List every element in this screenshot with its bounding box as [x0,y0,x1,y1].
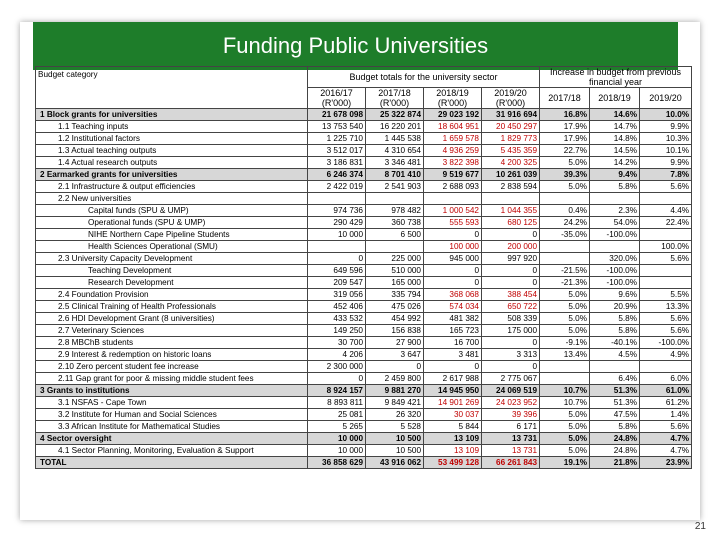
table-row [36,349,692,361]
increase-value: 5.8% [590,421,640,433]
increase-value [540,373,590,385]
increase-value [640,277,692,289]
increase-value: 5.6% [640,421,692,433]
increase-value [640,193,692,205]
budget-value: 4 310 654 [366,145,424,157]
table-row [36,109,692,121]
table-row [36,241,692,253]
budget-value: 1 445 538 [366,133,424,145]
budget-value: 13 731 [482,445,540,457]
increase-value: 22.7% [540,145,590,157]
table-row [36,421,692,433]
budget-value: 27 900 [366,337,424,349]
row-label: 2.10 Zero percent student fee increase [36,361,308,373]
budget-value: 4 200 325 [482,157,540,169]
year-header: 2017/18 (R'000) [366,88,424,109]
increase-value: -100.0% [590,265,640,277]
increase-value: 4.9% [640,349,692,361]
budget-value: 508 339 [482,313,540,325]
year-header: 2019/20 (R'000) [482,88,540,109]
budget-value [308,241,366,253]
increase-value: 9.6% [590,289,640,301]
increase-value: -100.0% [640,337,692,349]
budget-value: 388 454 [482,289,540,301]
budget-value: 5 528 [366,421,424,433]
budget-value: 6 246 374 [308,169,366,181]
budget-value: 945 000 [424,253,482,265]
row-label: 3 Grants to institutions [36,385,308,397]
budget-value: 10 500 [366,445,424,457]
budget-value: 0 [424,277,482,289]
budget-value: 30 037 [424,409,482,421]
increase-value: 54.0% [590,217,640,229]
table-row [36,121,692,133]
row-label: 2.6 HDI Development Grant (8 universities) [36,313,308,325]
budget-value: 1 225 710 [308,133,366,145]
increase-value: 17.9% [540,133,590,145]
budget-value: 26 320 [366,409,424,421]
budget-value: 3 647 [366,349,424,361]
budget-value: 24 023 952 [482,397,540,409]
increase-value: -100.0% [590,277,640,289]
budget-value: 5 844 [424,421,482,433]
budget-value: 10 000 [308,229,366,241]
budget-value: 66 261 843 [482,457,540,469]
increase-value: 4.4% [640,205,692,217]
increase-value: 24.8% [590,433,640,445]
increase-value: 10.7% [540,385,590,397]
budget-value: 8 893 811 [308,397,366,409]
increase-value [640,229,692,241]
increase-value: -21.3% [540,277,590,289]
budget-value: 3 346 481 [366,157,424,169]
budget-value: 481 382 [424,313,482,325]
increase-value: 7.8% [640,169,692,181]
budget-value: 3 481 [424,349,482,361]
increase-value: 9.9% [640,157,692,169]
row-label: 1.3 Actual teaching outputs [36,145,308,157]
budget-value: 10 000 [308,433,366,445]
increase-value: 5.0% [540,325,590,337]
increase-value: 22.4% [640,217,692,229]
budget-value: 24 069 519 [482,385,540,397]
increase-value: 5.6% [640,325,692,337]
budget-value: 25 322 874 [366,109,424,121]
table-row [36,361,692,373]
budget-value: 0 [424,229,482,241]
budget-value: 13 109 [424,445,482,457]
table-row [36,169,692,181]
budget-value: 1 829 773 [482,133,540,145]
budget-value: 649 596 [308,265,366,277]
increase-value: 6.0% [640,373,692,385]
budget-table-container [35,66,691,469]
increase-value: 23.9% [640,457,692,469]
increase-value: 51.3% [590,385,640,397]
row-label: 3.1 NSFAS - Cape Town [36,397,308,409]
budget-value: 100 000 [424,241,482,253]
budget-value: 156 838 [366,325,424,337]
increase-value: 4.7% [640,445,692,457]
table-row [36,193,692,205]
increase-value: 10.3% [640,133,692,145]
increase-value: 5.0% [540,313,590,325]
increase-value: 5.0% [540,157,590,169]
row-label: 4.1 Sector Planning, Monitoring, Evaluation & Support [36,445,308,457]
budget-value: 53 499 128 [424,457,482,469]
budget-value: 290 429 [308,217,366,229]
budget-value: 0 [308,253,366,265]
year-header: 2016/17 (R'000) [308,88,366,109]
budget-value: 475 026 [366,301,424,313]
budget-value: 2 300 000 [308,361,366,373]
budget-value: 43 916 062 [366,457,424,469]
table-row [36,253,692,265]
budget-value: 4 936 259 [424,145,482,157]
budget-value: 555 593 [424,217,482,229]
increase-value: 51.3% [590,397,640,409]
increase-value: 13.4% [540,349,590,361]
increase-value: 5.0% [540,289,590,301]
increase-value: 61.2% [640,397,692,409]
budget-value: 10 000 [308,445,366,457]
table-row [36,229,692,241]
increase-value: 100.0% [640,241,692,253]
increase-value: 9.9% [640,121,692,133]
increase-value: 5.5% [640,289,692,301]
budget-value: 13 753 540 [308,121,366,133]
budget-value: 0 [482,229,540,241]
table-row [36,457,692,469]
budget-value: 1 044 355 [482,205,540,217]
increase-year-header: 2019/20 [640,88,692,109]
budget-value: 0 [424,361,482,373]
table-row [36,337,692,349]
increase-value: 10.1% [640,145,692,157]
increase-value [540,241,590,253]
budget-value: 0 [482,265,540,277]
increase-value: 47.5% [590,409,640,421]
row-label: 2.2 New universities [36,193,308,205]
budget-value: 680 125 [482,217,540,229]
increase-value [640,361,692,373]
increase-value: 5.0% [540,409,590,421]
row-label: Research Development [36,277,308,289]
budget-value: 2 422 019 [308,181,366,193]
budget-value: 2 775 067 [482,373,540,385]
increase-value: 16.8% [540,109,590,121]
budget-value: 3 186 831 [308,157,366,169]
increase-value: -40.1% [590,337,640,349]
table-row [36,325,692,337]
budget-value: 433 532 [308,313,366,325]
increase-value [590,241,640,253]
budget-value: 8 701 410 [366,169,424,181]
row-label: 3.3 African Institute for Mathematical Studies [36,421,308,433]
table-row [36,445,692,457]
increase-value: 20.9% [590,301,640,313]
increase-value: 17.9% [540,121,590,133]
budget-value: 8 924 157 [308,385,366,397]
budget-value: 2 838 594 [482,181,540,193]
increase-value: 5.6% [640,313,692,325]
increase-year-header: 2017/18 [540,88,590,109]
increase-value [540,193,590,205]
page-number: 21 [694,521,706,532]
budget-value: 200 000 [482,241,540,253]
increase-value: 5.6% [640,253,692,265]
budget-value: 175 000 [482,325,540,337]
budget-value: 452 406 [308,301,366,313]
table-row [36,397,692,409]
budget-value: 13 109 [424,433,482,445]
table-row [36,157,692,169]
budget-value: 165 723 [424,325,482,337]
table-row [36,301,692,313]
budget-value: 10 261 039 [482,169,540,181]
increase-value [540,253,590,265]
row-label: 2 Earmarked grants for universities [36,169,308,181]
budget-value: 2 459 800 [366,373,424,385]
increase-value: 13.3% [640,301,692,313]
budget-value: 319 056 [308,289,366,301]
budget-value: 0 [482,361,540,373]
increase-value: 5.8% [590,313,640,325]
row-label: Teaching Development [36,265,308,277]
table-row [36,313,692,325]
budget-value: 14 901 269 [424,397,482,409]
row-label: 1.2 Institutional factors [36,133,308,145]
budget-value: 2 617 988 [424,373,482,385]
increase-header: Increase in budget from previous financial year [540,67,692,88]
budget-value: 0 [424,265,482,277]
increase-value: 21.8% [590,457,640,469]
increase-value: 5.8% [590,181,640,193]
budget-value: 5 435 359 [482,145,540,157]
row-label: 3.2 Institute for Human and Social Sciences [36,409,308,421]
increase-value [590,193,640,205]
budget-value: 5 265 [308,421,366,433]
budget-value: 29 023 192 [424,109,482,121]
table-row [36,373,692,385]
increase-value: 320.0% [590,253,640,265]
increase-value: 10.0% [640,109,692,121]
budget-value: 574 034 [424,301,482,313]
budget-value: 6 500 [366,229,424,241]
budget-value: 39 396 [482,409,540,421]
row-label: NIHE Northern Cape Pipeline Students [36,229,308,241]
increase-value: 14.8% [590,133,640,145]
budget-value: 510 000 [366,265,424,277]
budget-value: 368 068 [424,289,482,301]
budget-rows [36,109,692,469]
increase-value: 14.5% [590,145,640,157]
row-label: 1.4 Actual research outputs [36,157,308,169]
table-row [36,133,692,145]
row-label: 1.1 Teaching inputs [36,121,308,133]
budget-value: 14 945 950 [424,385,482,397]
row-label: 2.8 MBChB students [36,337,308,349]
increase-value: 5.0% [540,421,590,433]
year-header: 2018/19 (R'000) [424,88,482,109]
increase-value: -100.0% [590,229,640,241]
table-row [36,289,692,301]
budget-value: 2 541 903 [366,181,424,193]
budget-value [308,193,366,205]
budget-value [424,193,482,205]
increase-value: 19.1% [540,457,590,469]
increase-value: 9.4% [590,169,640,181]
table-row [36,265,692,277]
budget-value: 997 920 [482,253,540,265]
row-label: 1 Block grants for universities [36,109,308,121]
budget-value: 4 206 [308,349,366,361]
budget-value: 3 822 398 [424,157,482,169]
budget-value: 10 500 [366,433,424,445]
increase-value: 39.3% [540,169,590,181]
increase-value: 14.6% [590,109,640,121]
budget-value: 2 688 093 [424,181,482,193]
increase-value: 5.0% [540,301,590,313]
budget-value: 978 482 [366,205,424,217]
budget-value: 0 [308,373,366,385]
budget-value: 360 738 [366,217,424,229]
budget-value: 149 250 [308,325,366,337]
budget-value: 454 992 [366,313,424,325]
budget-value: 20 450 297 [482,121,540,133]
table-row [36,205,692,217]
row-label: Operational funds (SPU & UMP) [36,217,308,229]
budget-value: 25 081 [308,409,366,421]
increase-value: -35.0% [540,229,590,241]
increase-value: 5.0% [540,181,590,193]
increase-value: 10.7% [540,397,590,409]
row-label: 2.11 Gap grant for poor & missing middle student fees [36,373,308,385]
budget-table [35,66,692,469]
increase-value [540,361,590,373]
increase-value: 14.2% [590,157,640,169]
increase-value: 2.3% [590,205,640,217]
increase-value: 5.8% [590,325,640,337]
table-row [36,277,692,289]
row-label: 4 Sector oversight [36,433,308,445]
increase-value: 4.7% [640,433,692,445]
budget-value: 225 000 [366,253,424,265]
increase-value: 24.8% [590,445,640,457]
table-row [36,433,692,445]
totals-header: Budget totals for the university sector [308,67,540,88]
row-label: 2.1 Infrastructure & output efficiencies [36,181,308,193]
increase-value: 5.0% [540,433,590,445]
increase-value: 4.5% [590,349,640,361]
increase-year-header: 2018/19 [590,88,640,109]
table-row [36,409,692,421]
increase-value: 24.2% [540,217,590,229]
row-label: Health Sciences Operational (SMU) [36,241,308,253]
budget-value: 6 171 [482,421,540,433]
budget-value: 0 [482,277,540,289]
budget-value: 209 547 [308,277,366,289]
budget-value: 650 722 [482,301,540,313]
increase-value: -9.1% [540,337,590,349]
budget-value: 31 916 694 [482,109,540,121]
budget-value: 1 659 578 [424,133,482,145]
budget-value: 0 [482,337,540,349]
budget-value: 21 678 098 [308,109,366,121]
row-label: 2.7 Veterinary Sciences [36,325,308,337]
row-label: 2.3 University Capacity Development [36,253,308,265]
increase-value: 14.7% [590,121,640,133]
increase-value: 5.6% [640,181,692,193]
row-label: 2.4 Foundation Provision [36,289,308,301]
budget-value: 16 220 201 [366,121,424,133]
budget-value: 9 519 677 [424,169,482,181]
table-row [36,145,692,157]
increase-value [590,361,640,373]
budget-value: 1 000 542 [424,205,482,217]
table-row [36,217,692,229]
budget-value: 335 794 [366,289,424,301]
budget-value: 36 858 629 [308,457,366,469]
increase-value: 0.4% [540,205,590,217]
budget-value: 30 700 [308,337,366,349]
table-row [36,181,692,193]
increase-value: -21.5% [540,265,590,277]
row-label: Capital funds (SPU & UMP) [36,205,308,217]
increase-value: 5.0% [540,445,590,457]
table-row [36,385,692,397]
budget-value [366,241,424,253]
increase-value [640,265,692,277]
budget-value: 3 512 017 [308,145,366,157]
category-header: Budget category [36,67,308,109]
increase-value: 6.4% [590,373,640,385]
budget-value [482,193,540,205]
row-label: 2.9 Interest & redemption on historic loans [36,349,308,361]
increase-value: 61.0% [640,385,692,397]
slide-title: Funding Public Universities [33,22,678,70]
budget-value: 18 604 951 [424,121,482,133]
budget-value: 3 313 [482,349,540,361]
budget-value: 974 736 [308,205,366,217]
increase-value: 1.4% [640,409,692,421]
row-label: 2.5 Clinical Training of Health Professionals [36,301,308,313]
budget-value: 9 881 270 [366,385,424,397]
budget-value: 0 [366,361,424,373]
budget-value: 13 731 [482,433,540,445]
row-label: TOTAL [36,457,308,469]
budget-value: 9 849 421 [366,397,424,409]
budget-value: 165 000 [366,277,424,289]
budget-value [366,193,424,205]
budget-value: 16 700 [424,337,482,349]
